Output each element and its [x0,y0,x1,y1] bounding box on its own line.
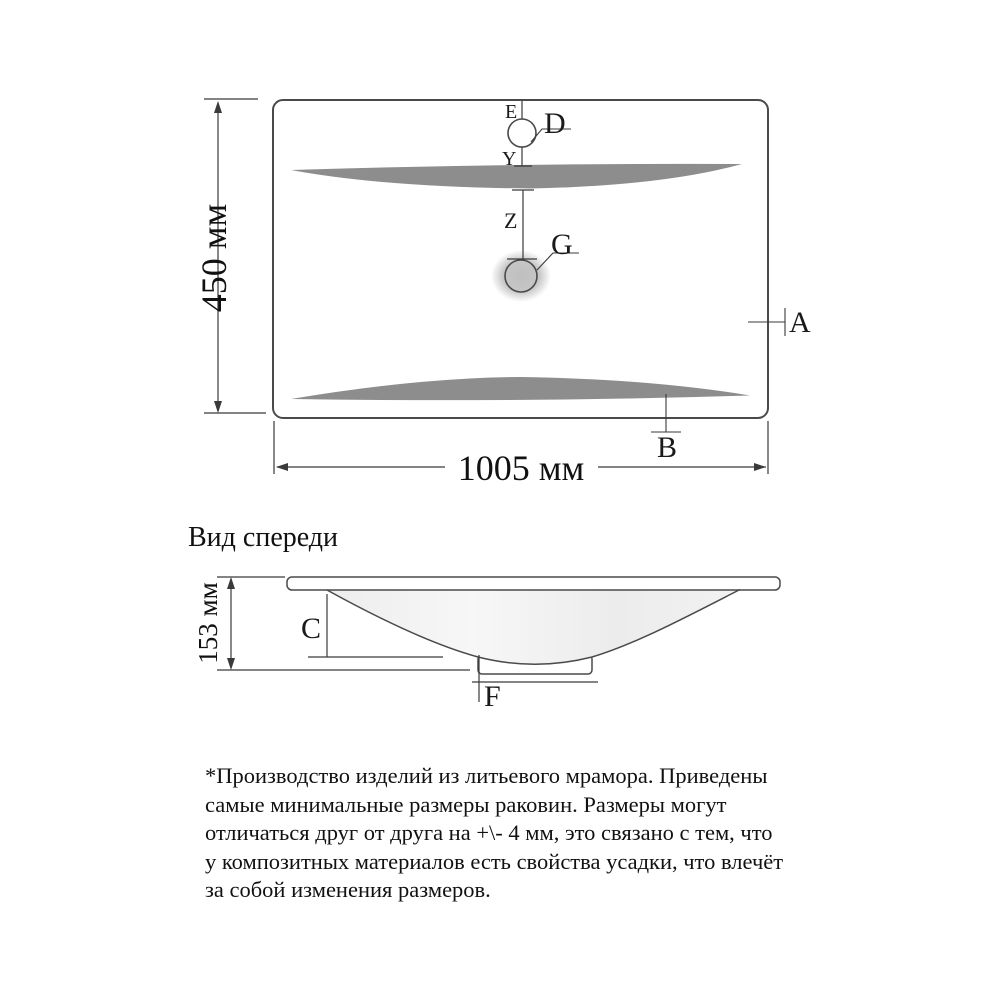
countertop-slab [287,577,780,590]
arrowhead-1005-right [754,463,766,471]
footnote-line: за собой изменения размеров. [205,877,491,903]
arrowhead-450-top [214,101,222,113]
footnote-line: отличаться друг от друга на +\- 4 мм, это связано с тем, что [205,820,773,846]
faucet-hole [508,119,536,147]
arrowhead-153-bottom [227,658,235,670]
label-e: E [505,101,518,123]
basin-shadow-band-top [291,164,742,189]
drain-halo [491,250,551,302]
arrowhead-1005-left [276,463,288,471]
footnote-text [205,762,845,905]
top-view [194,99,811,488]
arrowhead-450-bottom [214,401,222,413]
bowl-section-fill [327,590,740,665]
dim-text-450: 450 мм [194,203,234,313]
dim-text-1005: 1005 мм [457,448,585,488]
dim-text-153: 153 мм [193,582,223,664]
footnote-line: у композитных материалов есть свойства усадки, что влечёт [205,848,784,874]
footnote-line: *Производство изделий из литьевого мрамора. Приведены [205,763,768,788]
label-y: Y [502,148,517,170]
label-g: G [551,228,573,261]
arrowhead-153-top [227,577,235,589]
label-b: B [657,431,678,464]
footnote-line: самые минимальные размеры раковин. Размеры могут [205,791,727,817]
front-view [188,522,780,713]
label-a: A [789,306,811,339]
label-d: D [544,107,566,140]
label-c: C [301,612,322,645]
label-z: Z [504,208,518,233]
front-view-title: Вид спереди [188,522,339,553]
label-f: F [484,680,501,713]
basin-shadow-band-bottom [291,377,750,400]
